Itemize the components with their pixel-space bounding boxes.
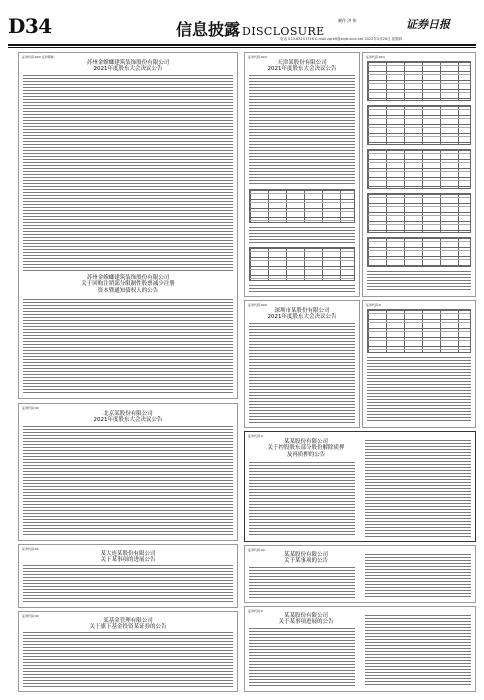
page-number: D34 (8, 14, 52, 38)
announcement-title-line: 关于控股股东部分股份解除质押 (267, 445, 345, 452)
announcement-body-text (249, 462, 355, 537)
announcement-title-line: 某基金管理有限公司 (103, 618, 153, 624)
stock-code-line: 证券代码:600 证券简称: (22, 55, 55, 59)
announcement-body-text (23, 632, 233, 687)
announcement-title-line: 苏州金螳螂建筑装饰股份有限公司 (86, 275, 170, 281)
section-title-en: DISCLOSURE (242, 25, 325, 38)
announcement-title (249, 552, 363, 565)
header-rule-thick (8, 44, 476, 46)
announcement-block (18, 403, 238, 541)
announcement-body-text (249, 323, 355, 423)
announcement-body-text (365, 440, 471, 537)
data-table (367, 193, 471, 233)
data-table (367, 309, 471, 353)
announcement-body-text (249, 567, 355, 598)
announcement-title-line: 某某股份有限公司 (283, 552, 328, 558)
announcement-title-line: 2021年度股东大会决议公告 (93, 417, 163, 424)
announcement-block (244, 300, 360, 428)
announcement-body-text (23, 426, 233, 536)
data-table (367, 237, 471, 267)
data-table (249, 247, 355, 281)
announcement-title (249, 308, 355, 321)
page-header (0, 0, 484, 44)
announcement-block (244, 52, 360, 297)
header-meta-line: 电话 010-83251716 E-mail zqrb9@zqrb.sina.net 2022年5月26日 星期四 (280, 37, 403, 41)
announcement-block (362, 52, 476, 297)
section-title-cn: 信息披露 (176, 20, 241, 39)
announcement-title-line: 及再质押的公告 (286, 451, 326, 458)
announcement-title (23, 551, 233, 564)
announcement-block (18, 52, 238, 399)
announcement-body-text (367, 357, 471, 423)
announcement-title (249, 439, 363, 458)
announcement-title-line: 2021年度股东大会决议公告 (267, 66, 337, 73)
stock-code-line: 证券代码:00 (22, 614, 39, 618)
announcement-body-text (365, 554, 471, 598)
data-table (367, 105, 471, 145)
announcement-body-text (23, 299, 233, 394)
announcement-title-line: 苏州金螳螂建筑装饰股份有限公司 (86, 60, 170, 66)
announcement-title-line: 关于旗下基金投资某证券的公告 (89, 624, 167, 631)
announcement-title-line: 2021年度股东大会决议公告 (267, 314, 337, 321)
announcement-block (244, 545, 476, 603)
stock-code-line: 证券代码:6 (248, 609, 263, 613)
announcement-body-text (249, 75, 355, 185)
header-rule-thin (8, 47, 476, 48)
data-table (367, 61, 471, 101)
stock-code-line: 证券代码:0 (248, 434, 263, 438)
announcement-body-text (23, 75, 233, 271)
stock-code-line: 证券代码:603 (366, 55, 385, 59)
stock-code-line: 证券代码:00 (22, 406, 39, 410)
announcement-title-line: 某某股份有限公司 (283, 613, 328, 619)
announcement-body-text (365, 615, 471, 687)
announcement-body-text (249, 628, 355, 687)
stock-code-line: 证券代码:603 (248, 55, 267, 59)
announcement-title-line: 某某股份有限公司 (283, 439, 328, 445)
announcement-block (18, 611, 238, 692)
announcement-block (18, 544, 238, 608)
announcement-title-line: 关于某事项进展的公告 (278, 619, 334, 626)
announcement-title-line: 关于回购注销部分限制性股票减少注册 (81, 281, 175, 288)
announcement-block (362, 300, 476, 428)
announcement-title-line: 关于某事项的公告 (283, 558, 328, 565)
editor-line: 制作 洪 伟 (338, 18, 357, 23)
announcement-block (244, 431, 476, 542)
announcement-block (244, 606, 476, 692)
stock-code-line: 证券代码:6 (366, 303, 381, 307)
announcement-title-line: 天津某股份有限公司 (277, 60, 327, 66)
announcement-title (249, 613, 363, 626)
stock-code-line: 证券代码:00 (248, 548, 265, 552)
announcement-title (23, 618, 233, 631)
announcement-body-text (367, 271, 471, 292)
data-table (367, 149, 471, 189)
announcement-title-line: 某大连某股份有限公司 (100, 551, 156, 557)
announcement-title (249, 60, 355, 73)
data-table (249, 189, 355, 223)
announcement-body-text (249, 227, 355, 243)
announcement-title (23, 411, 233, 424)
announcement-title (23, 275, 233, 294)
announcement-title (23, 60, 233, 73)
announcement-title-line: 资本暨通知债权人的公告 (97, 287, 159, 294)
announcement-title-line: 关于某事项的进展公告 (100, 557, 156, 564)
stock-code-line: 证券代码:600 (248, 303, 267, 307)
announcement-body-text (23, 565, 233, 603)
newspaper-masthead-logo: 证券日报 (406, 18, 450, 31)
stock-code-line: 证券代码:60 (22, 547, 39, 551)
announcement-body-text (249, 285, 355, 292)
announcement-title-line: 北京某股份有限公司 (103, 411, 153, 417)
announcement-title-line: 深圳市某股份有限公司 (274, 308, 330, 314)
announcement-title-line: 2021年度股东大会决议公告 (93, 66, 163, 73)
